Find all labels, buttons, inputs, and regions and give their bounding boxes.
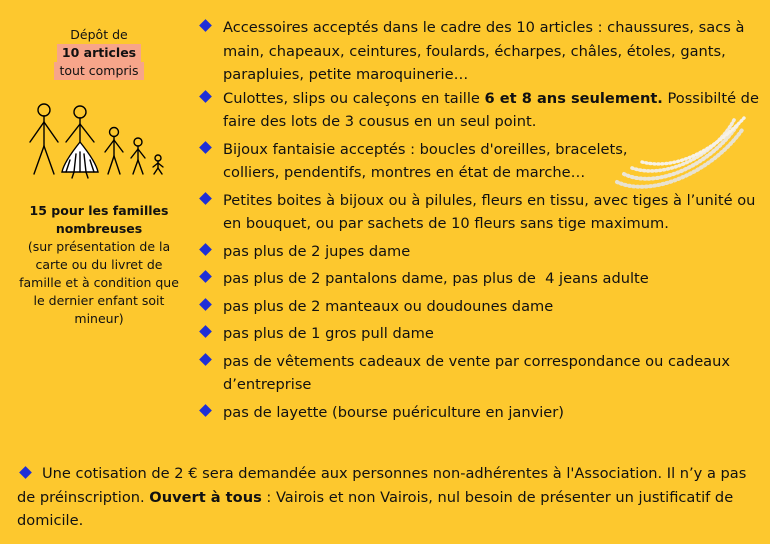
rule-boxes-flowers: Petites boites à bijoux ou à pilules, fleurs en tissu, avec tiges à l’unité ou en bouquet, ou par sachets de 10 fleurs sans tige maximum. [223,191,756,232]
depot-highlight-articles: 10 articles [57,44,141,62]
diamond-bullet-icon [199,404,212,417]
list-item [199,138,759,185]
diamond-bullet-icon [199,270,212,283]
diamond-bullet-icon [199,243,212,256]
depot-line: Dépôt de [70,27,128,42]
list-item [199,350,759,397]
stick-family-illustration [24,102,174,182]
list-item [199,189,759,236]
list-item [199,295,759,319]
list-item [199,16,759,87]
open-to-all: Ouvert à tous [149,488,262,506]
rule-sweater: pas plus de 1 gros pull dame [223,325,434,342]
left-sidebar [14,24,184,328]
list-item [199,401,759,425]
footer-note: Une cotisation de 2 € sera demandée aux personnes non-adhérentes à l'Association. Il n’y a pas de préinscription. Ouvert à tous : Vairois et non Vairois, nul besoin de présenter un justificatif de domicile. [17,465,747,529]
rule-accessories: Accessoires acceptés dans le cadre des 10 articles : chaussures, sacs à main, chapeaux, ceintures, foulards, écharpes, châles, étoles, gants, parapluies, petite maroquinerie… [223,19,745,83]
family-title-line-2: nombreuses [55,221,143,236]
rule-skirts: pas plus de 2 jupes dame [223,242,411,260]
diamond-bullet-icon [199,298,212,311]
list-item [199,267,759,291]
depot-highlight-all-included: tout compris [54,62,143,80]
rule-baby-clothes: pas de layette (bourse puériculture en janvier) [223,403,564,421]
rule-underwear: Culottes, slips ou caleçons en taille 6 et 8 ans seulement. Possibilté de faire des lots de 3 cousus en un seul point. [223,89,759,130]
list-item [199,322,759,346]
rule-gift-clothes: pas de vêtements cadeaux de vente par correspondance ou cadeaux d’entreprise [223,352,731,393]
rule-coats: pas plus de 2 manteaux ou doudounes dame [223,297,554,315]
family-conditions: (sur présentation de la carte ou du livret de famille et à condition que le dernier enfant soit mineur) [19,239,179,326]
diamond-bullet-icon [199,353,212,366]
diamond-bullet-icon [199,90,212,103]
list-item [199,240,759,264]
rule-jewelry: Bijoux fantaisie acceptés : boucles d'oreilles, bracelets, colliers, pendentifs, montres en état de marche… [223,140,628,181]
rules-list [199,16,759,428]
family-title-line-1: 15 pour les familles [29,203,169,218]
diamond-bullet-icon [199,192,212,205]
rule-trousers: pas plus de 2 pantalons dame, pas plus de 4 jeans adulte [223,270,649,287]
diamond-bullet-icon [199,141,212,154]
diamond-bullet-icon [199,19,212,32]
diamond-bullet-icon [199,325,212,338]
diamond-bullet-icon [19,466,32,479]
list-item [199,87,759,134]
